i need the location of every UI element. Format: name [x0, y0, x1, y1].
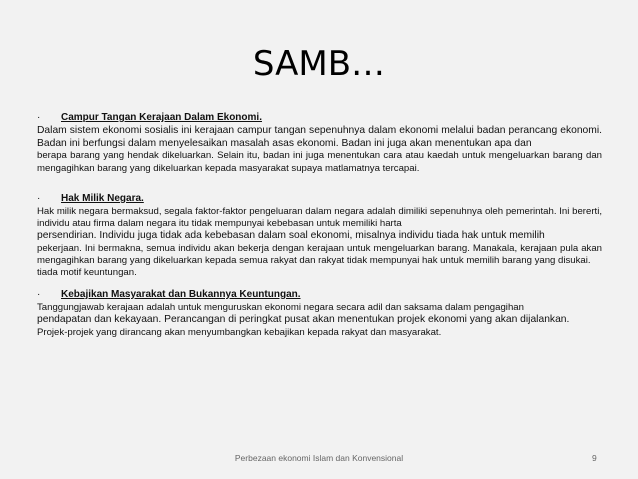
section-heading-campur-tangan	[37, 112, 602, 124]
spacer	[37, 175, 602, 193]
slide-content	[37, 112, 602, 339]
footer-text: Perbezaan ekonomi Islam dan Konvensional	[234, 453, 404, 463]
section-heading-text: Hak Milik Negara.	[61, 192, 144, 204]
section-heading-kebajikan	[37, 289, 602, 301]
paragraph: pekerjaan. Ini bermakna, semua individu akan bekerja dengan kerajaan untuk mengeluarkan barang. Manakala, kerajaan pula akan mengagihkan barang yang dikeluarkan kepada semua rakyat dan rakyat tidak mempunyai hak untuk memilih barang yang disukai.	[37, 243, 602, 267]
paragraph: berapa barang yang hendak dikeluarkan. Selain itu, badan ini juga menentukan cara atau kaedah untuk mengeluarkan barang dan mengagihkan barang yang dikeluarkan kepada masyarakat supaya matlamatnya tercapai.	[37, 150, 602, 174]
slide-title: SAMB…	[252, 44, 386, 84]
paragraph: Tanggungjawab kerajaan adalah untuk menguruskan ekonomi negara secara adil dan saksama dalam pengagihan	[37, 301, 524, 313]
paragraph: Projek-projek yang dirancang akan menyumbangkan kebajikan kepada rakyat dan masyarakat.	[37, 326, 442, 338]
bullet-icon: ·	[37, 192, 41, 204]
section-heading-hak-milik	[37, 193, 602, 205]
paragraph: tiada motif keuntungan.	[37, 267, 137, 279]
paragraph: Dalam sistem ekonomi sosialis ini kerajaan campur tangan sepenuhnya dalam ekonomi melalui badan perancang ekonomi. Badan ini berfungsi dalam menyelesaikan masalah asas ekonomi. Badan ini juga akan menentukan apa dan	[37, 125, 602, 149]
spacer	[37, 280, 602, 289]
bullet-icon: ·	[37, 288, 41, 300]
bullet-icon: ·	[37, 112, 41, 123]
section-heading-text: Kebajikan Masyarakat dan Bukannya Keuntungan.	[61, 288, 301, 300]
paragraph: persendirian. Individu juga tidak ada kebebasan dalam soal ekonomi, misalnya individu tiada hak untuk memilih	[37, 230, 545, 242]
section-heading-text: Campur Tangan Kerajaan Dalam Ekonomi.	[61, 112, 262, 123]
page-number: 9	[592, 453, 597, 463]
paragraph: pendapatan dan kekayaan. Perancangan di peringkat pusat akan menentukan projek ekonomi yang akan dijalankan.	[37, 314, 570, 326]
paragraph: Hak milik negara bermaksud, segala faktor-faktor pengeluaran dalam negara adalah dimiliki sepenuhnya oleh pemerintah. Ini bererti, individu atau firma dalam negara itu tidak mempunyai kebebasan untuk memiliki harta	[37, 206, 602, 230]
